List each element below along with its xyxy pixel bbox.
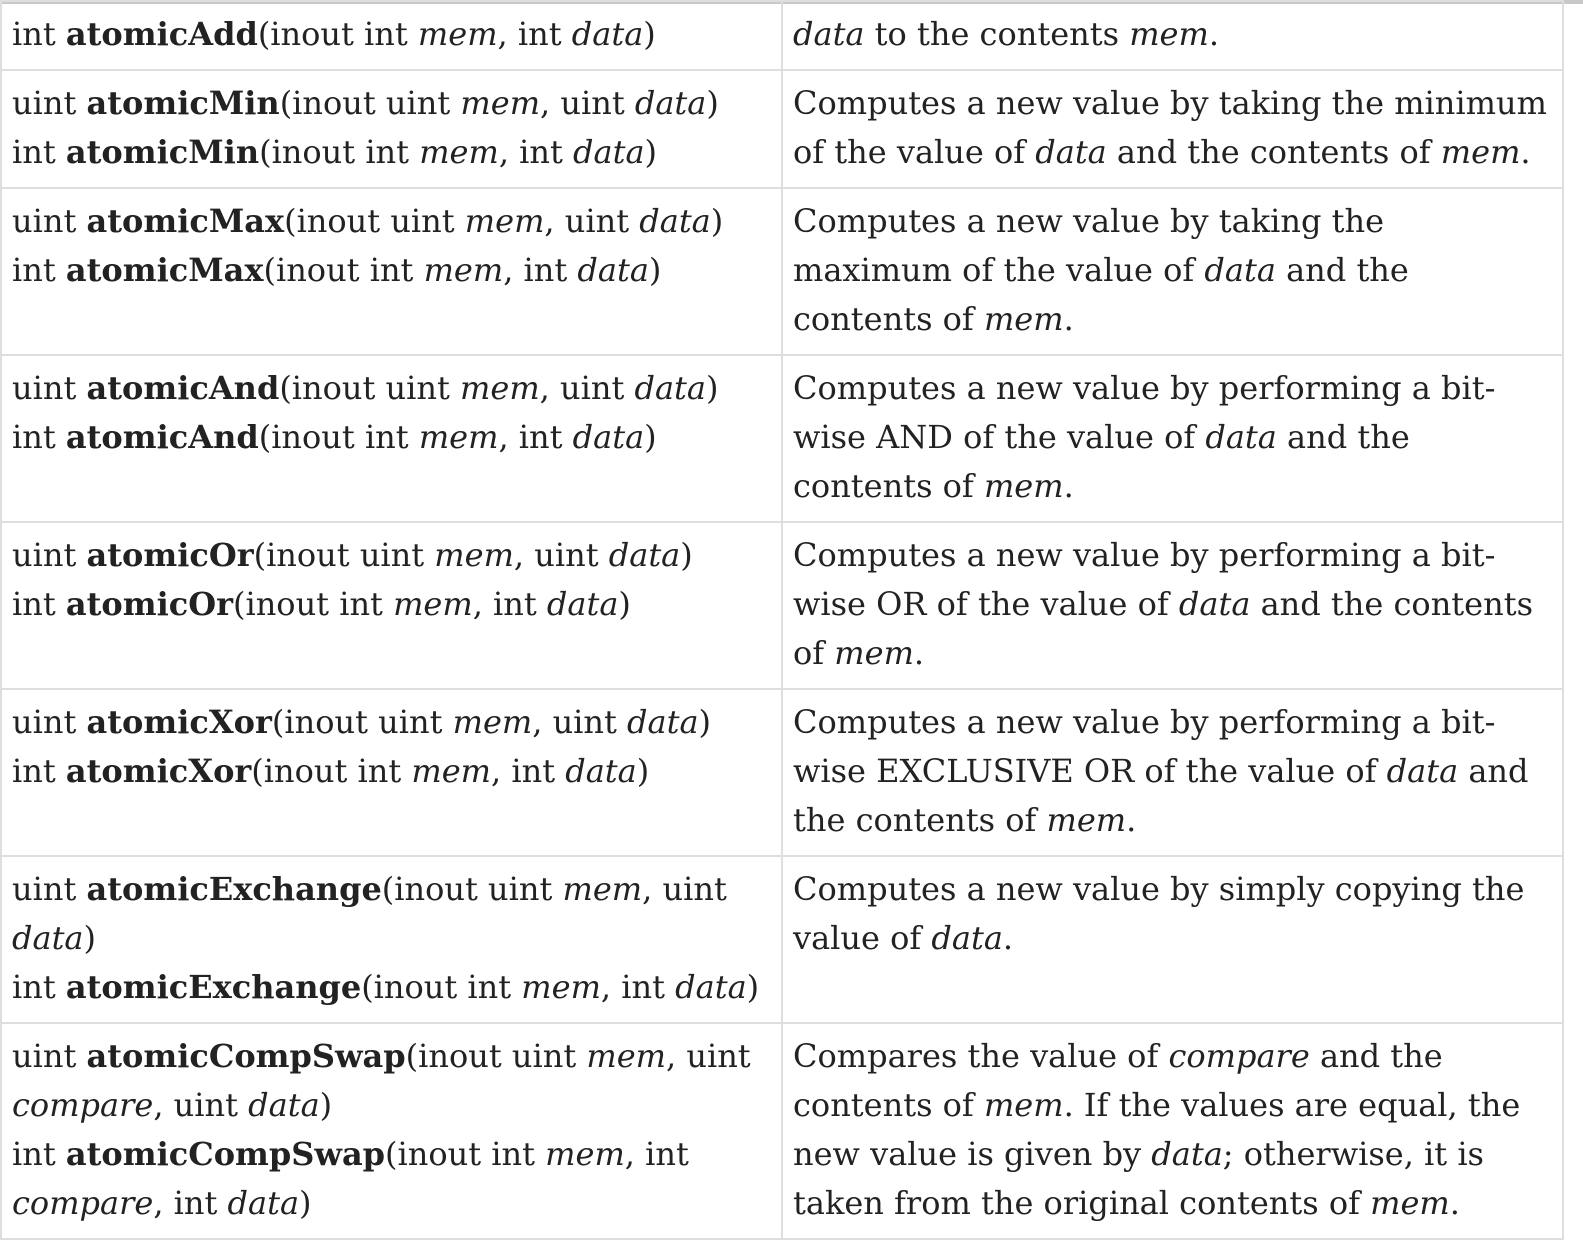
function-signature bbox=[12, 79, 771, 128]
function-name: atomicMax bbox=[86, 202, 285, 240]
param-name: compare bbox=[1168, 1037, 1310, 1075]
param-name: data bbox=[546, 585, 619, 623]
text-run: ) bbox=[319, 1086, 333, 1124]
function-signature bbox=[12, 747, 771, 796]
function-signature-cell bbox=[1, 1023, 782, 1239]
return-type: uint bbox=[12, 870, 87, 908]
text-run: (inout uint bbox=[405, 1037, 587, 1075]
function-name: atomicMax bbox=[65, 251, 264, 289]
function-name: atomicExchange bbox=[65, 968, 362, 1006]
param-name: mem bbox=[460, 369, 540, 407]
param-name: mem bbox=[419, 133, 499, 171]
function-description-cell bbox=[782, 70, 1563, 188]
param-name: mem bbox=[545, 1135, 625, 1173]
function-description-cell bbox=[782, 522, 1563, 689]
function-signature-cell bbox=[1, 856, 782, 1023]
param-name: mem bbox=[1046, 801, 1127, 839]
text-run: (inout int bbox=[232, 585, 394, 623]
return-type: uint bbox=[12, 1037, 87, 1075]
function-description-cell bbox=[782, 1023, 1563, 1239]
function-signature bbox=[12, 364, 771, 413]
text-run: Computes a new value by taking the minimum of the value of bbox=[793, 84, 1547, 171]
function-signature bbox=[12, 128, 771, 177]
param-name: data bbox=[1204, 251, 1276, 289]
text-run: Computes a new value by simply copying the value of bbox=[793, 870, 1525, 957]
text-run: , uint bbox=[153, 1086, 249, 1124]
text-run: (inout int bbox=[251, 752, 412, 790]
function-name: atomicMin bbox=[86, 84, 280, 122]
return-type: uint bbox=[12, 703, 87, 741]
function-signature bbox=[12, 413, 771, 462]
param-name: data bbox=[1151, 1135, 1223, 1173]
table-row bbox=[1, 355, 1563, 522]
function-signature bbox=[12, 865, 771, 963]
table-row bbox=[1, 1023, 1563, 1239]
function-signature-cell bbox=[1, 188, 782, 355]
function-signature-cell bbox=[1, 689, 782, 856]
return-type: uint bbox=[12, 202, 87, 240]
function-description-cell bbox=[782, 188, 1563, 355]
function-name: atomicMin bbox=[65, 133, 260, 171]
function-name: atomicExchange bbox=[86, 870, 382, 908]
param-name: mem bbox=[586, 1037, 666, 1075]
function-name: atomicCompSwap bbox=[86, 1037, 406, 1075]
param-name: data bbox=[1205, 418, 1277, 456]
text-run: , int bbox=[624, 1135, 689, 1173]
text-run: ) bbox=[644, 418, 657, 456]
text-run: . bbox=[913, 634, 925, 672]
text-run: Compares the value of bbox=[793, 1037, 1169, 1075]
param-name: data bbox=[1178, 585, 1251, 623]
function-name: atomicOr bbox=[65, 585, 233, 623]
function-name: atomicAnd bbox=[86, 369, 280, 407]
text-run: , int bbox=[491, 752, 566, 790]
text-run: (inout int bbox=[263, 251, 424, 289]
text-run: Computes a new value by performing a bit-wise EXCLUSIVE OR of the value of bbox=[793, 703, 1496, 790]
param-name: mem bbox=[452, 703, 533, 741]
text-run: , int bbox=[503, 251, 578, 289]
text-run: and the contents of bbox=[793, 585, 1533, 672]
text-run: . If the values are equal, the new value is given by bbox=[793, 1086, 1521, 1173]
function-signature-cell bbox=[1, 1, 782, 70]
param-name: data bbox=[931, 919, 1003, 957]
text-run: ; otherwise, it is taken from the original contents of bbox=[793, 1135, 1484, 1222]
return-type: int bbox=[12, 15, 66, 53]
param-name: mem bbox=[423, 251, 504, 289]
param-name: mem bbox=[393, 585, 473, 623]
text-run: ) bbox=[648, 251, 662, 289]
function-signature bbox=[12, 246, 771, 295]
param-name: data bbox=[1386, 752, 1459, 790]
text-run: (inout int bbox=[257, 15, 418, 53]
text-run: . bbox=[1002, 919, 1014, 957]
param-name: mem bbox=[464, 202, 545, 240]
text-run: (inout uint bbox=[381, 870, 563, 908]
param-name: data bbox=[565, 752, 637, 790]
table-row bbox=[1, 70, 1563, 188]
return-type: int bbox=[12, 418, 66, 456]
param-name: data bbox=[639, 202, 711, 240]
param-name: mem bbox=[1129, 15, 1209, 53]
function-name: atomicXor bbox=[65, 752, 252, 790]
function-name: atomicAnd bbox=[65, 418, 259, 456]
function-signature bbox=[12, 580, 771, 629]
function-signature bbox=[12, 698, 771, 747]
param-name: data bbox=[634, 84, 707, 122]
text-run: ) bbox=[705, 369, 719, 407]
function-signature bbox=[12, 1130, 771, 1228]
text-run: (inout int bbox=[259, 133, 420, 171]
text-run: and the contents of bbox=[793, 251, 1409, 338]
table-row bbox=[1, 689, 1563, 856]
text-run: to the contents bbox=[864, 15, 1130, 53]
param-name: data bbox=[675, 968, 747, 1006]
text-run: Computes a new value by performing a bit-wise OR of the value of bbox=[793, 536, 1496, 623]
text-run: ) bbox=[643, 15, 656, 53]
table-row bbox=[1, 1, 1563, 70]
param-name: data bbox=[627, 703, 699, 741]
text-run: ) bbox=[644, 133, 658, 171]
param-name: data bbox=[573, 133, 645, 171]
param-name: data bbox=[577, 251, 649, 289]
text-run: , uint bbox=[532, 703, 628, 741]
text-run: . bbox=[1208, 15, 1219, 53]
table-row bbox=[1, 522, 1563, 689]
text-run: , int bbox=[498, 418, 573, 456]
function-description-cell bbox=[782, 355, 1563, 522]
text-run: . bbox=[1520, 133, 1531, 171]
function-description-cell bbox=[782, 1, 1563, 70]
function-signature bbox=[12, 963, 771, 1012]
text-run: , int bbox=[600, 968, 676, 1006]
function-name: atomicCompSwap bbox=[65, 1135, 386, 1173]
text-run: . bbox=[1126, 801, 1137, 839]
param-name: mem bbox=[983, 467, 1064, 505]
param-name: mem bbox=[521, 968, 601, 1006]
text-run: ) bbox=[636, 752, 650, 790]
text-run: and the contents of bbox=[793, 1037, 1443, 1124]
text-run: ) bbox=[83, 919, 96, 957]
param-name: mem bbox=[411, 752, 491, 790]
text-run: (inout int bbox=[385, 1135, 546, 1173]
text-run: (inout uint bbox=[284, 202, 465, 240]
return-type: int bbox=[12, 1135, 66, 1173]
param-name: compare bbox=[12, 1086, 154, 1124]
param-name: mem bbox=[983, 1086, 1064, 1124]
function-signature bbox=[12, 197, 771, 246]
param-name: data bbox=[12, 919, 84, 957]
text-run: , uint bbox=[539, 369, 635, 407]
return-type: uint bbox=[12, 536, 87, 574]
param-name: mem bbox=[834, 634, 914, 672]
text-run: (inout uint bbox=[279, 369, 461, 407]
text-run: and the contents of bbox=[793, 752, 1529, 839]
text-run: ) bbox=[706, 84, 719, 122]
text-run: , uint bbox=[540, 84, 635, 122]
text-run: (inout uint bbox=[271, 703, 453, 741]
text-run: . bbox=[1063, 467, 1074, 505]
text-run: ) bbox=[698, 703, 712, 741]
text-run: (inout int bbox=[361, 968, 522, 1006]
param-name: mem bbox=[1370, 1184, 1450, 1222]
text-run: , uint bbox=[642, 870, 727, 908]
param-name: mem bbox=[418, 418, 499, 456]
return-type: uint bbox=[12, 84, 87, 122]
text-run: (inout uint bbox=[279, 84, 461, 122]
return-type: int bbox=[12, 752, 66, 790]
param-name: mem bbox=[562, 870, 643, 908]
return-type: int bbox=[12, 133, 66, 171]
param-name: data bbox=[248, 1086, 320, 1124]
return-type: int bbox=[12, 585, 66, 623]
text-run: , int bbox=[498, 133, 574, 171]
param-name: mem bbox=[417, 15, 498, 53]
param-name: mem bbox=[434, 536, 514, 574]
param-name: data bbox=[608, 536, 681, 574]
function-name: atomicXor bbox=[86, 703, 272, 741]
function-name: atomicOr bbox=[86, 536, 254, 574]
text-run: , uint bbox=[544, 202, 640, 240]
text-run: (inout int bbox=[258, 418, 419, 456]
text-run: . bbox=[1063, 300, 1074, 338]
param-name: data bbox=[227, 1184, 300, 1222]
function-signature-cell bbox=[1, 70, 782, 188]
text-run: , uint bbox=[513, 536, 609, 574]
function-signature-cell bbox=[1, 522, 782, 689]
text-run: ) bbox=[299, 1184, 312, 1222]
return-type: int bbox=[12, 968, 66, 1006]
param-name: mem bbox=[983, 300, 1064, 338]
table-body bbox=[1, 1, 1563, 1239]
param-name: data bbox=[571, 15, 644, 53]
param-name: data bbox=[793, 15, 865, 53]
param-name: data bbox=[1035, 133, 1107, 171]
text-run: . bbox=[1449, 1184, 1460, 1222]
text-run: ) bbox=[680, 536, 693, 574]
function-description-cell bbox=[782, 856, 1563, 1023]
text-run: Computes a new value by taking the maximum of the value of bbox=[793, 202, 1385, 289]
param-name: data bbox=[572, 418, 645, 456]
return-type: int bbox=[12, 251, 66, 289]
table-row bbox=[1, 856, 1563, 1023]
param-name: compare bbox=[12, 1184, 154, 1222]
text-run: , uint bbox=[666, 1037, 751, 1075]
text-run: ) bbox=[618, 585, 631, 623]
text-run: ) bbox=[710, 202, 724, 240]
function-signature bbox=[12, 1032, 771, 1130]
text-run: Computes a new value by performing a bit-wise AND of the value of bbox=[793, 369, 1496, 456]
function-signature bbox=[12, 10, 771, 59]
param-name: mem bbox=[460, 84, 541, 122]
text-run: , int bbox=[153, 1184, 228, 1222]
text-run: and the contents of bbox=[793, 418, 1410, 505]
text-run: and the contents of bbox=[1106, 133, 1441, 171]
text-run: (inout uint bbox=[253, 536, 435, 574]
table-row bbox=[1, 188, 1563, 355]
text-run: , int bbox=[497, 15, 572, 53]
param-name: mem bbox=[1440, 133, 1521, 171]
function-description-cell bbox=[782, 689, 1563, 856]
function-name: atomicAdd bbox=[65, 15, 258, 53]
text-run: ) bbox=[746, 968, 760, 1006]
function-signature bbox=[12, 531, 771, 580]
text-run: , int bbox=[472, 585, 547, 623]
param-name: data bbox=[634, 369, 706, 407]
function-signature-cell bbox=[1, 355, 782, 522]
return-type: uint bbox=[12, 369, 87, 407]
